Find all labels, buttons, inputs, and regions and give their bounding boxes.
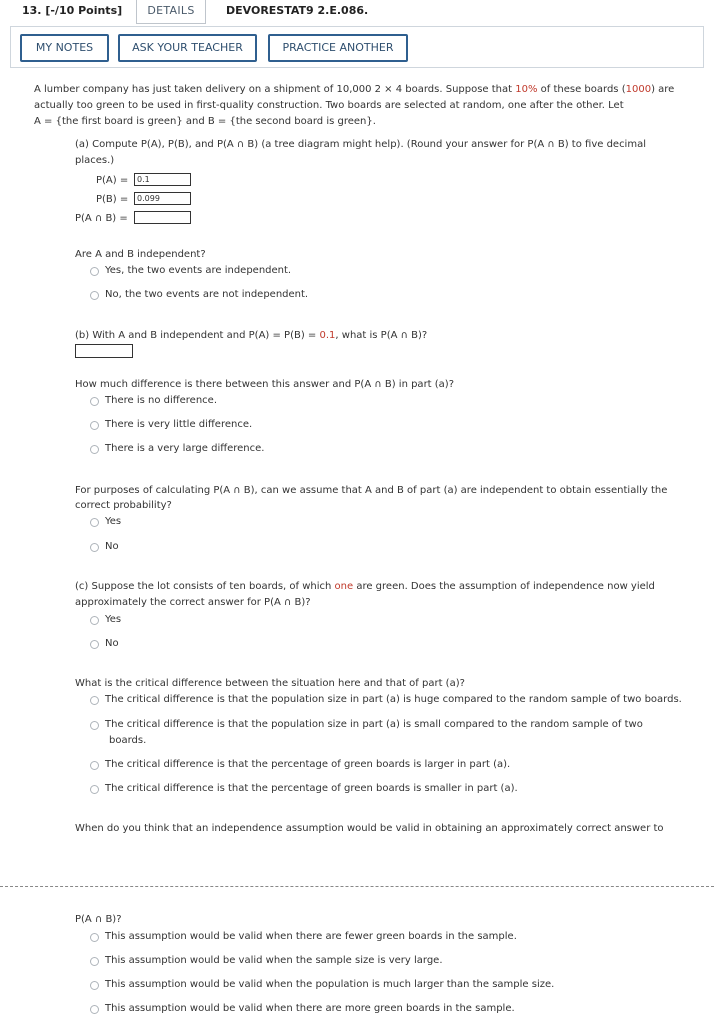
details-tab[interactable]: DETAILS (136, 0, 206, 24)
radio-valid-4[interactable] (90, 1005, 99, 1014)
option-large-difference: There is a very large difference. (105, 443, 265, 454)
radio-no-difference[interactable] (90, 397, 99, 406)
option-valid-2: This assumption would be valid when the sample size is very large. (105, 955, 443, 966)
radio-valid-2[interactable] (90, 957, 99, 966)
part-a-line-1: (a) Compute P(A), P(B), and P(A ∩ B) (a tree diagram might help). (Round your answer for P(A ∩ B) to five decimal (75, 139, 646, 150)
option-little-difference: There is very little difference. (105, 419, 253, 430)
pa-label: P(A) = (96, 175, 129, 186)
part-c-line-2: approximately the correct answer for P(A ∩ B)? (75, 597, 311, 608)
assume-question-line-1: For purposes of calculating P(A ∩ B), can we assume that A and B of part (a) are independent to obtain essentially the (75, 485, 668, 496)
assume-question-line-2: correct probability? (75, 500, 172, 511)
option-assume-no: No (105, 541, 119, 552)
pb-input[interactable] (134, 192, 191, 205)
intro-line-2: actually too green to be used in first-quality construction. Two boards are selected at random, one after the other. Let (34, 100, 624, 111)
radio-independent-yes[interactable] (90, 267, 99, 276)
radio-valid-1[interactable] (90, 933, 99, 942)
difference-question: How much difference is there between this answer and P(A ∩ B) in part (a)? (75, 379, 455, 390)
radio-critical-3[interactable] (90, 761, 99, 770)
pab-label: P(A ∩ B) = (75, 213, 128, 224)
option-valid-3: This assumption would be valid when the population is much larger than the sample size. (105, 979, 555, 990)
critical-question: What is the critical difference between the situation here and that of part (a)? (75, 678, 465, 689)
option-critical-3: The critical difference is that the percentage of green boards is larger in part (a). (105, 759, 511, 770)
independence-question: Are A and B independent? (75, 249, 206, 260)
part-a-line-2: places.) (75, 155, 115, 166)
radio-valid-3[interactable] (90, 981, 99, 990)
option-valid-1: This assumption would be valid when there are fewer green boards in the sample. (105, 931, 517, 942)
intro-line-1: A lumber company has just taken delivery on a shipment of 10,000 2 × 4 boards. Suppose that 10% of these boards (1000) are (34, 84, 675, 95)
radio-assume-yes[interactable] (90, 518, 99, 527)
option-no-difference: There is no difference. (105, 395, 218, 406)
option-critical-4: The critical difference is that the percentage of green boards is smaller in part (a). (105, 783, 518, 794)
radio-little-difference[interactable] (90, 421, 99, 430)
part-b-value: 0.1 (319, 330, 336, 341)
my-notes-button[interactable]: MY NOTES (20, 34, 109, 62)
option-c-no: No (105, 638, 119, 649)
pb-label: P(B) = (96, 194, 129, 205)
intro-line-3: A = {the first board is green} and B = {the second board is green}. (34, 116, 376, 127)
part-c-green-count: one (334, 581, 354, 592)
part-b-question: (b) With A and B independent and P(A) = P(B) = 0.1, what is P(A ∩ B)? (75, 330, 428, 341)
pa-input[interactable] (134, 173, 191, 186)
valid-question-line-1: When do you think that an independence assumption would be valid in obtaining an approximately correct answer to (75, 823, 664, 834)
radio-critical-4[interactable] (90, 785, 99, 794)
question-toolbar (10, 26, 704, 68)
problem-code: DEVORESTAT9 2.E.086. (226, 4, 369, 17)
page-break-divider (0, 886, 714, 887)
part-b-input[interactable] (75, 344, 133, 358)
option-valid-4: This assumption would be valid when there are more green boards in the sample. (105, 1003, 515, 1014)
option-c-yes: Yes (105, 614, 122, 625)
practice-another-button[interactable]: PRACTICE ANOTHER (268, 34, 408, 62)
question-header (0, 0, 714, 25)
green-percent: 10% (515, 84, 538, 95)
radio-c-no[interactable] (90, 640, 99, 649)
question-number: 13. [-/10 Points] (22, 4, 123, 17)
radio-independent-no[interactable] (90, 291, 99, 300)
valid-question-line-2: P(A ∩ B)? (75, 914, 122, 925)
radio-critical-2[interactable] (90, 721, 99, 730)
option-critical-2-cont: boards. (109, 735, 147, 746)
ask-teacher-button[interactable]: ASK YOUR TEACHER (118, 34, 257, 62)
radio-critical-1[interactable] (90, 696, 99, 705)
green-count: 1000 (625, 84, 652, 95)
radio-large-difference[interactable] (90, 445, 99, 454)
option-critical-1: The critical difference is that the population size in part (a) is huge compared to the random sample of two boards. (105, 694, 682, 705)
option-independent-no: No, the two events are not independent. (105, 289, 309, 300)
radio-c-yes[interactable] (90, 616, 99, 625)
radio-assume-no[interactable] (90, 543, 99, 552)
option-independent-yes: Yes, the two events are independent. (105, 265, 292, 276)
option-critical-2: The critical difference is that the population size in part (a) is small compared to the random sample of two (105, 719, 643, 730)
option-assume-yes: Yes (105, 516, 122, 527)
part-c-line-1: (c) Suppose the lot consists of ten boards, of which one are green. Does the assumption of independence now yield (75, 581, 655, 592)
pab-input[interactable] (134, 211, 191, 224)
